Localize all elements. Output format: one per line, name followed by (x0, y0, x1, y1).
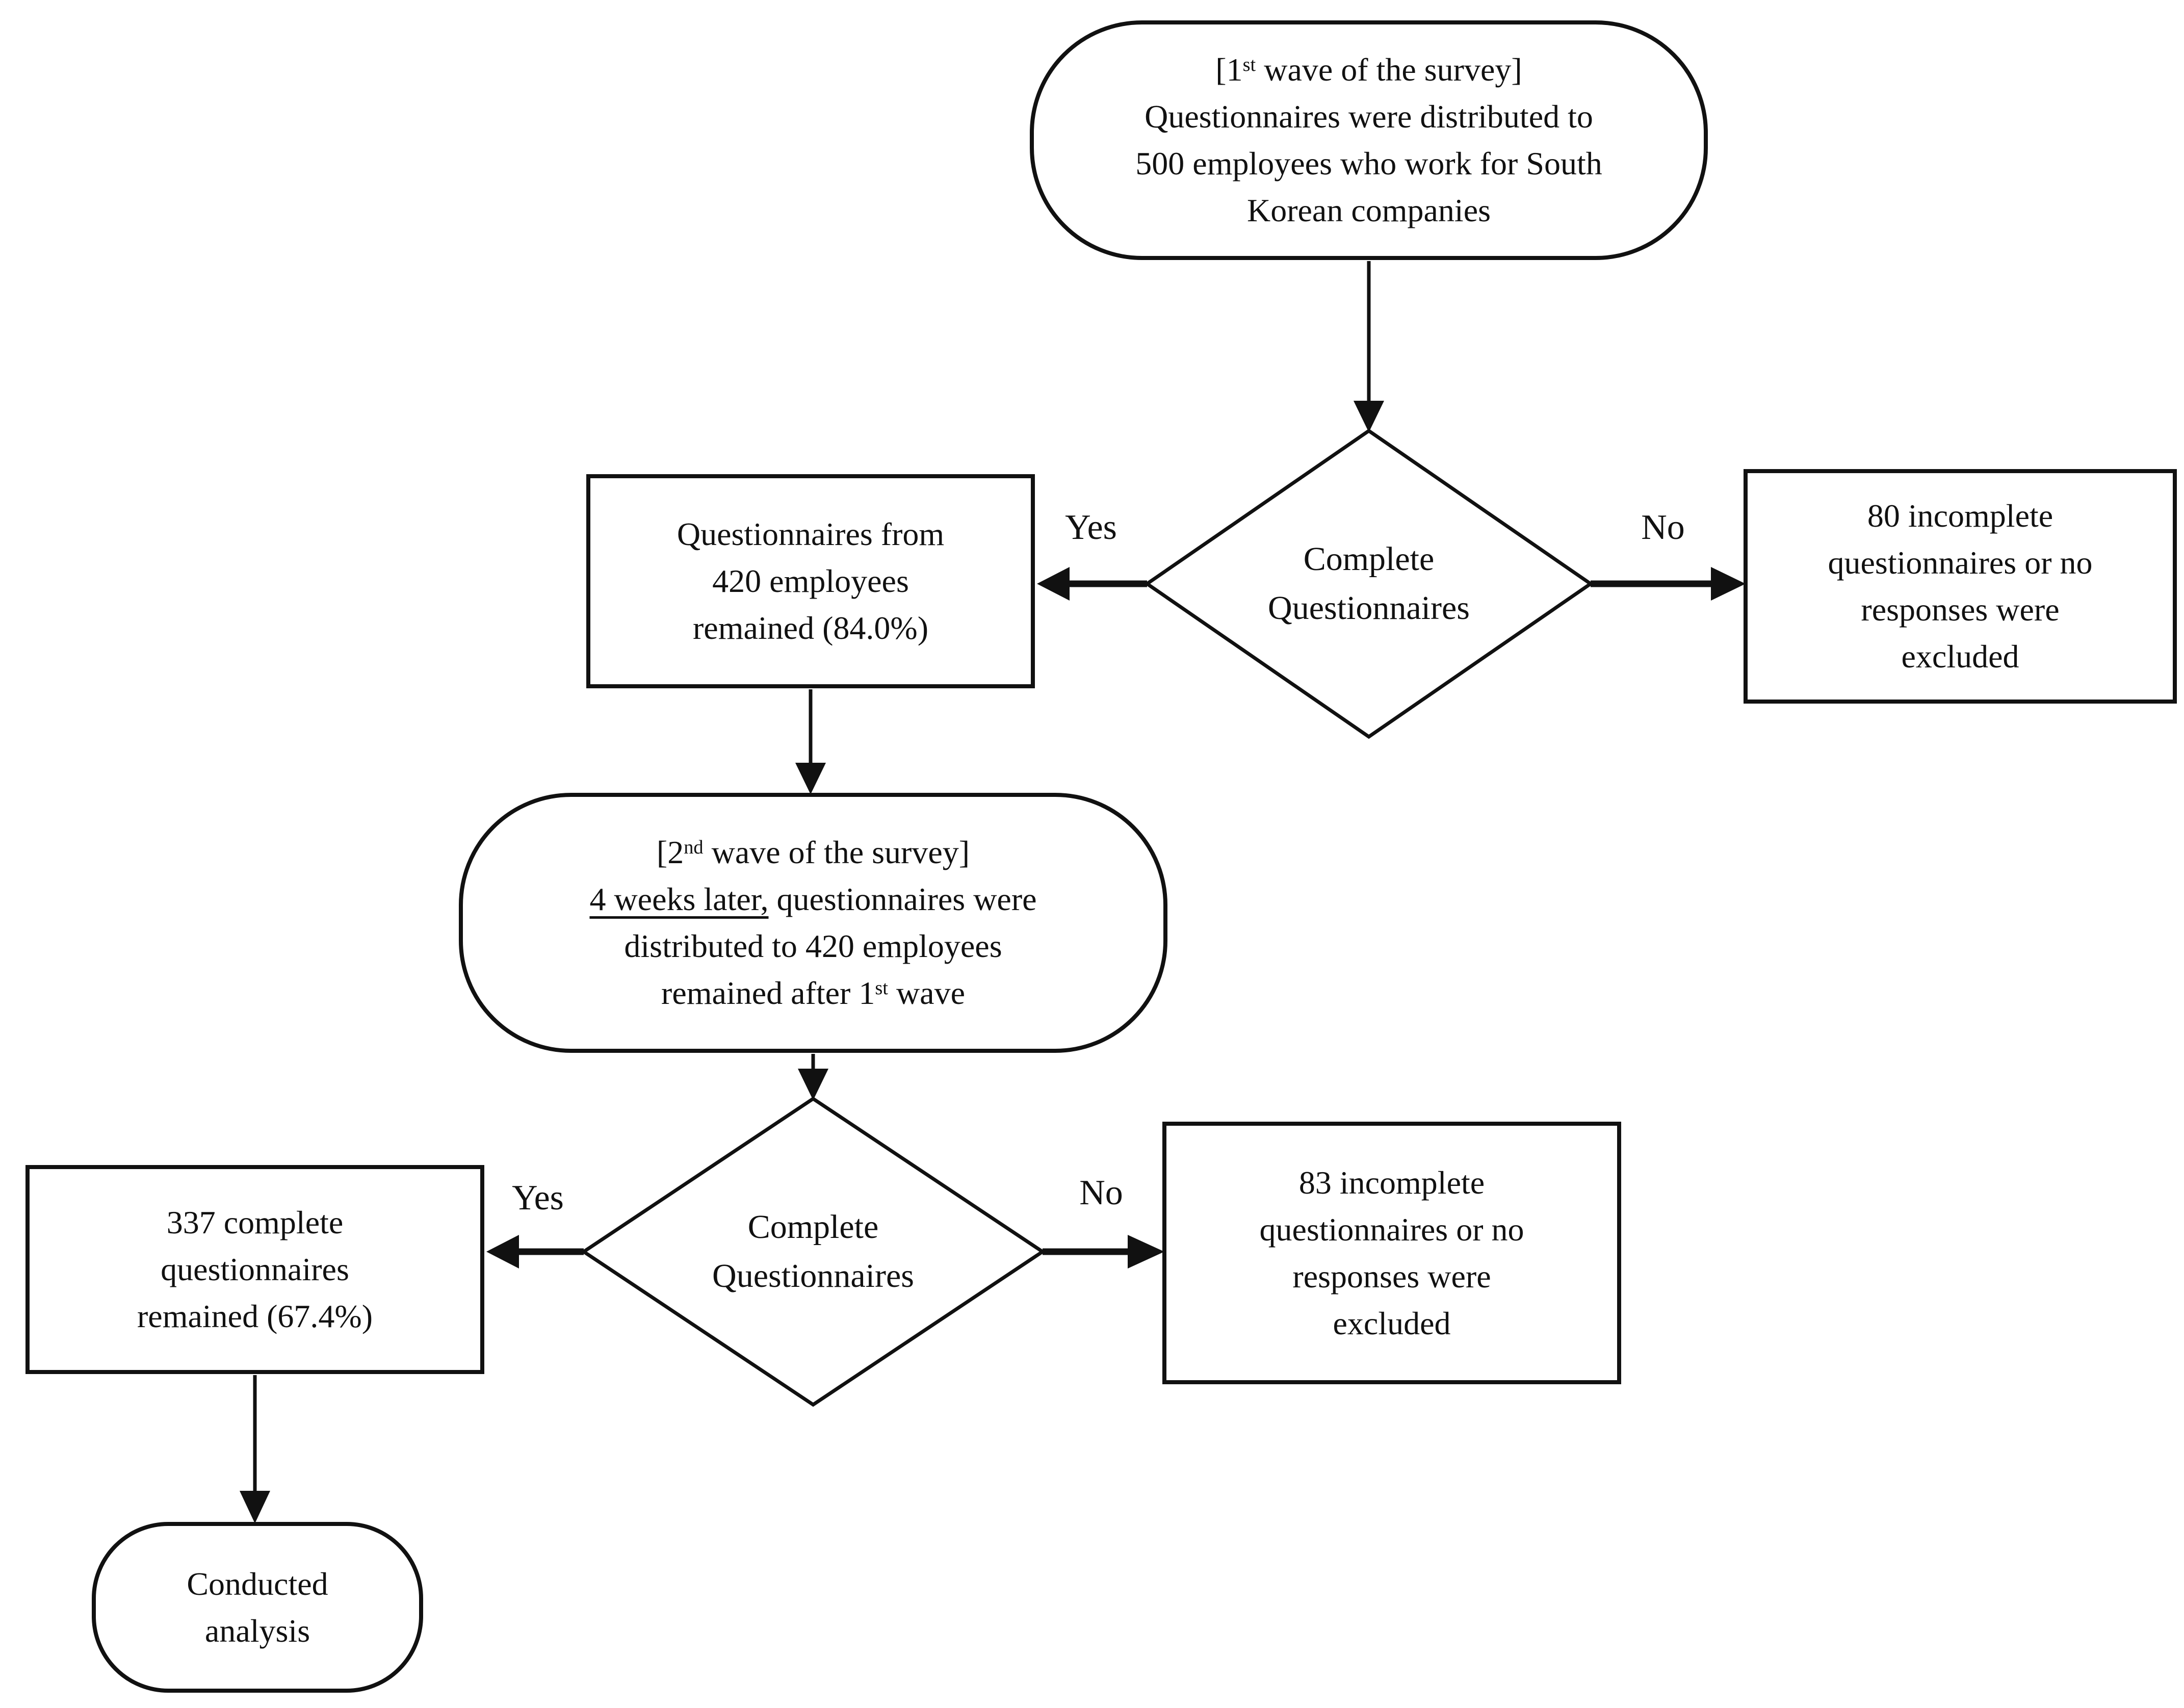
wave2-text (589, 829, 1036, 1017)
analysis-line2: analysis (204, 1612, 310, 1649)
arrow-decision1-yes-to-q420 (1037, 567, 1147, 601)
wave1-line4: Korean companies (1246, 192, 1491, 228)
q337-line1: 337 complete (166, 1204, 344, 1240)
excl83-line4: excluded (1333, 1305, 1451, 1341)
decision2-line1: Complete (747, 1208, 879, 1246)
excl80-text (1828, 493, 2093, 680)
arrow-q337-to-analysis (240, 1375, 270, 1523)
q337-process-node (25, 1165, 484, 1374)
yes1-edge-label: Yes (1065, 508, 1117, 547)
q420-line1: Questionnaires from (677, 516, 945, 552)
decision1-line1: Complete (1303, 540, 1435, 578)
wave1-start-node (1030, 20, 1708, 260)
yes2-edge-label: Yes (512, 1178, 564, 1218)
arrow-wave1-to-decision1 (1354, 261, 1384, 432)
q420-text (677, 511, 944, 652)
decision2-label (635, 1150, 992, 1354)
arrow-decision2-no-to-excl83 (1043, 1235, 1164, 1269)
wave2-node (459, 793, 1167, 1053)
q337-line2: questionnaires (161, 1251, 349, 1287)
analysis-text (187, 1561, 328, 1654)
arrow-decision2-yes-to-q337 (486, 1235, 584, 1269)
arrow-wave2-to-decision2 (798, 1054, 828, 1100)
wave1-line3: 500 employees who work for South (1135, 145, 1602, 182)
excl83-line1: 83 incomplete (1298, 1164, 1485, 1201)
wave2-header-line: [2nd wave of the survey] (656, 834, 970, 870)
excl83-text (1260, 1159, 1524, 1347)
wave1-line2: Questionnaires were distributed to (1145, 98, 1593, 135)
analysis-end-node (92, 1522, 423, 1693)
q337-text (137, 1199, 373, 1340)
excl83-line3: responses were (1292, 1258, 1491, 1295)
excl80-line4: excluded (1901, 638, 2019, 675)
wave2-line4: remained after 1st wave (661, 975, 965, 1011)
decision1-text (1268, 535, 1470, 633)
wave2-line3: distributed to 420 employees (624, 928, 1002, 964)
arrow-q420-to-wave2 (795, 689, 826, 794)
excl80-line1: 80 incomplete (1867, 498, 2053, 534)
wave2-line2: 4 weeks later, questionnaires were (589, 881, 1037, 917)
wave1-text (1135, 46, 1602, 234)
decision1-line2: Questionnaires (1268, 589, 1470, 627)
arrow-decision1-no-to-excl80 (1591, 567, 1746, 601)
excl80-line2: questionnaires or no (1828, 545, 2093, 581)
excl80-process-node (1744, 469, 2177, 704)
excl83-process-node (1162, 1122, 1621, 1384)
q420-line3: remained (84.0%) (692, 610, 929, 646)
decision2-line2: Questionnaires (712, 1257, 914, 1295)
q420-line2: 420 employees (712, 563, 909, 599)
wave1-header-line: [1st wave of the survey] (1215, 51, 1522, 88)
excl83-line2: questionnaires or no (1259, 1211, 1524, 1248)
no2-edge-label: No (1079, 1173, 1123, 1212)
analysis-line1: Conducted (187, 1565, 328, 1602)
decision2-text (712, 1203, 914, 1301)
no1-edge-label: No (1641, 508, 1685, 547)
decision1-label (1195, 482, 1542, 686)
q420-process-node (586, 474, 1035, 688)
excl80-line3: responses were (1861, 591, 2060, 628)
q337-line3: remained (67.4%) (137, 1298, 373, 1334)
